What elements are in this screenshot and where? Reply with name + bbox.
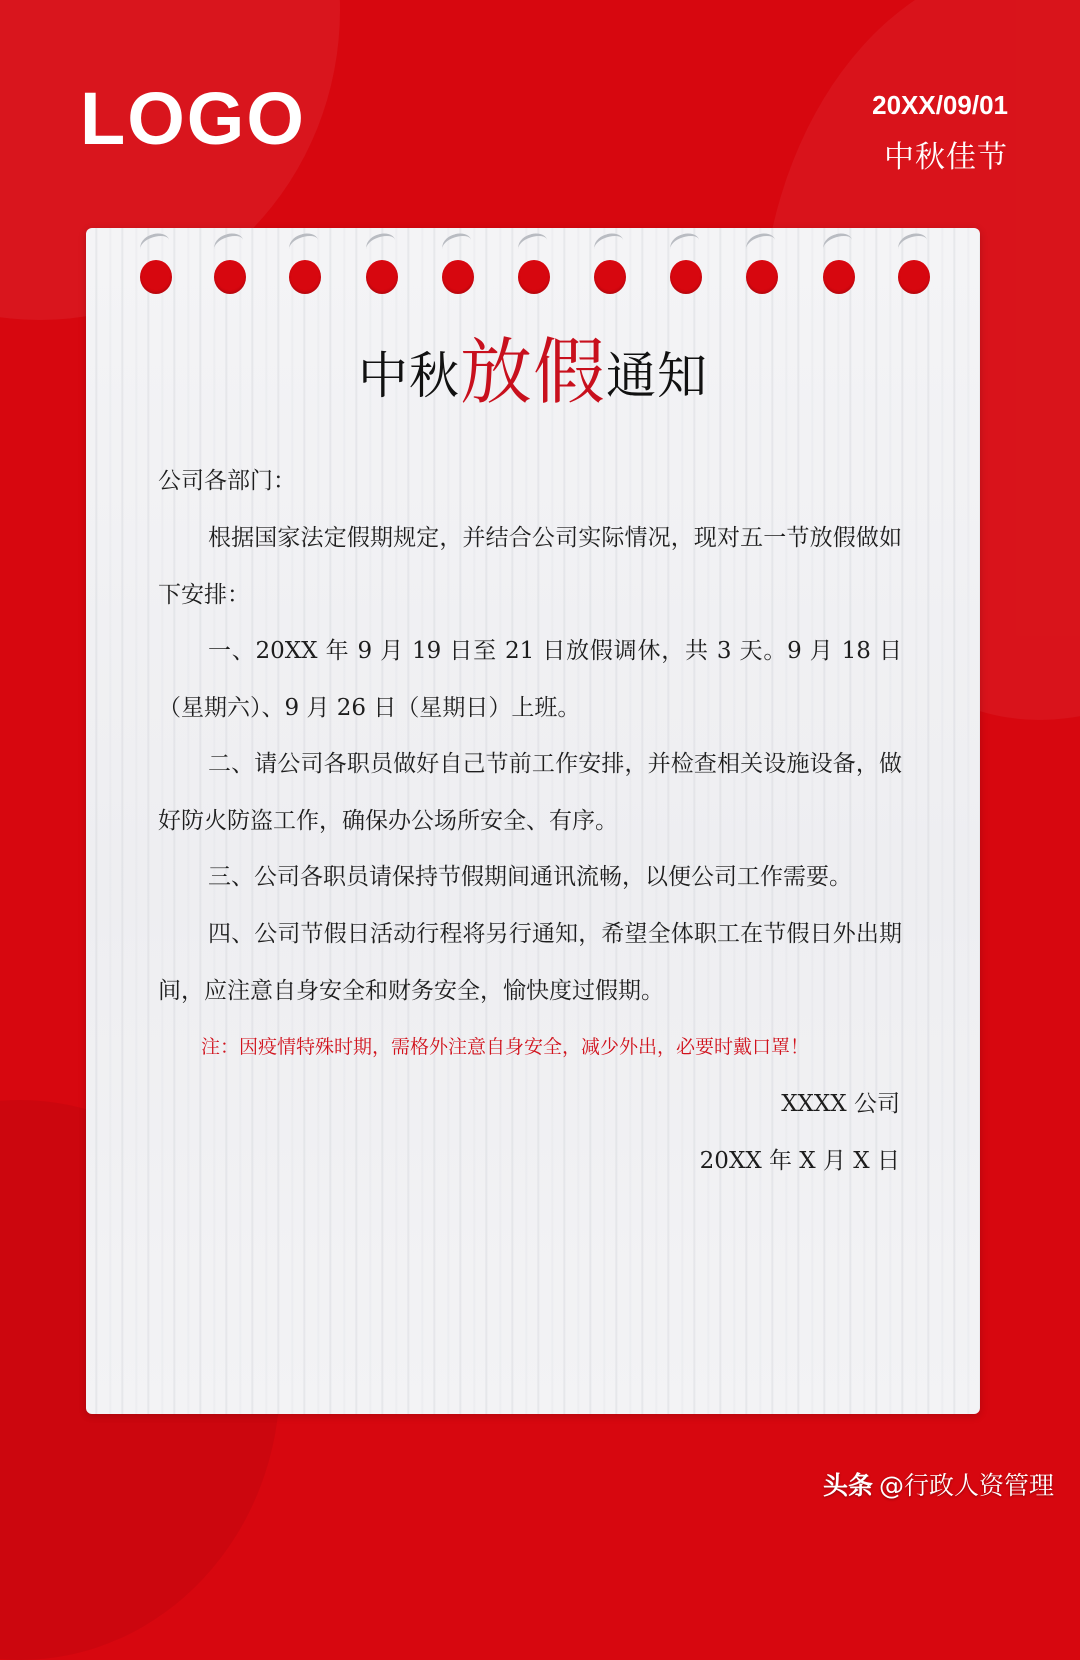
title-part-1: 中秋 [357, 347, 460, 405]
signature-date: 20XX 年 X 月 X 日 [699, 1148, 900, 1174]
item-paragraph-1: 一、20XX 年 9 月 19 日至 21 日放假调休，共 3 天。9 月 18 日（星期六）、9 月 26 日（星期日）上班。 [158, 638, 902, 721]
binder-ring [820, 230, 855, 259]
item-paragraph-2: 二、请公司各职员做好自己节前工作安排，并检查相关设施设备，做好防火防盗工作，确保办公场所安全、有序。 [158, 751, 902, 834]
notice-title [86, 332, 980, 416]
watermark-account: @行政人资管理 [878, 1471, 1054, 1500]
salutation: 公司各部门： [158, 468, 296, 494]
binder-ring [137, 230, 172, 259]
binder-ring [667, 230, 702, 259]
binder-ring [515, 230, 550, 259]
binder-ring [363, 230, 398, 259]
binder-hole [140, 260, 172, 294]
festival-label: 中秋佳节 [884, 140, 1008, 175]
logo: LOGO [80, 77, 306, 160]
binder-hole [289, 260, 321, 294]
binder-ring [211, 230, 246, 259]
notice-paper [86, 228, 980, 1414]
intro-paragraph: 根据国家法定假期规定，并结合公司实际情况，现对五一节放假做如下安排： [158, 525, 902, 608]
binder-ring [591, 230, 626, 259]
note-text: 注：因疫情特殊时期，需格外注意自身安全，减少外出，必要时戴口罩！ [201, 1036, 810, 1058]
watermark [823, 1466, 1054, 1502]
binder-hole [442, 260, 474, 294]
header-date: 20XX/09/01 [872, 90, 1008, 120]
binder-hole [214, 260, 246, 294]
binder-ring [895, 230, 930, 259]
title-part-2: 通知 [606, 347, 708, 405]
binder-ring [286, 230, 321, 259]
company-signature: XXXX 公司 [781, 1091, 900, 1117]
item-paragraph-4: 四、公司节假日活动行程将另行通知，希望全体职工在节假日外出期间，应注意自身安全和财务安全，愉快度过假期。 [158, 921, 902, 1004]
title-accent: 放假 [459, 330, 606, 414]
item-paragraph-3: 三、公司各职员请保持节假期间通讯流畅，以便公司工作需要。 [208, 864, 852, 890]
binder-hole [823, 260, 855, 294]
binder-hole [670, 260, 702, 294]
binder-hole [366, 260, 398, 294]
binder-hole [518, 260, 550, 294]
binder-hole [746, 260, 778, 294]
binder-ring [439, 230, 474, 259]
binder-ring [743, 230, 778, 259]
watermark-brand: 头条 [822, 1471, 873, 1500]
binder-hole [594, 260, 626, 294]
binder-hole [898, 260, 930, 294]
